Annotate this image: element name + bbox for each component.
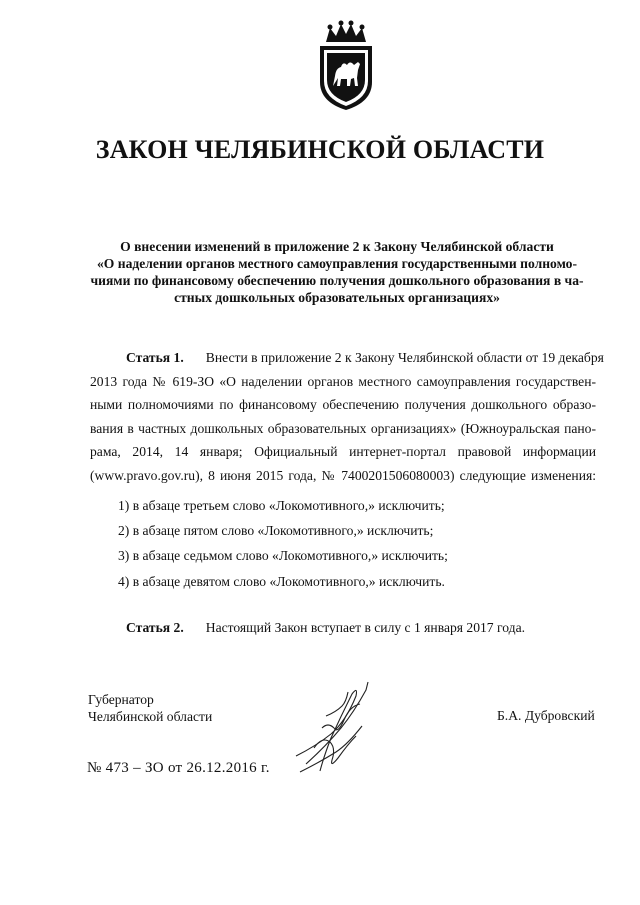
governor-title: [88, 691, 212, 725]
amendment-item: 4) в абзаце девятом слово «Локомотивного,» исключить.: [118, 573, 445, 589]
subtitle-line: О внесении изменений в приложение 2 к Закону Челябинской области: [120, 239, 554, 254]
subtitle-line: чиями по финансовому обеспечению получения дошкольного образования в ча-: [90, 273, 584, 288]
governor-title-line: Губернатор: [88, 692, 154, 707]
article-1-line: 2013 года № 619-ЗО «О наделении органов местного самоуправления государствен-: [90, 373, 596, 389]
article-2-text: Настоящий Закон вступает в силу с 1 января 2017 года.: [205, 620, 525, 635]
subtitle-line: стных дошкольных образовательных организациях»: [174, 290, 500, 305]
article-1-line: [90, 346, 604, 370]
amendment-item: 1) в абзаце третьем слово «Локомотивного,» исключить;: [118, 498, 445, 513]
article-2: [90, 616, 596, 640]
article-1-label: Статья 1.: [126, 350, 184, 365]
governor-name: Б.А. Дубровский: [497, 708, 595, 723]
article-1-line: (www.pravo.gov.ru), 8 июня 2015 года, № 7400201506080003) следующие изменения:: [90, 467, 596, 483]
amendment-item: 2) в абзаце пятом слово «Локомотивного,» исключить;: [118, 523, 434, 539]
article-1-line: ными полномочиями по финансовому обеспечению получения дошкольного образо-: [90, 397, 596, 413]
article-1-text: Внести в приложение 2 к Закону Челябинской области от 19 декабря: [205, 350, 604, 365]
law-number: № 473 – ЗО от 26.12.2016 г.: [87, 760, 270, 776]
subtitle-line: «О наделении органов местного самоуправления государственными полномо-: [97, 256, 577, 271]
governor-title-line: Челябинской области: [88, 709, 213, 724]
signature-image: [286, 676, 386, 786]
document-title: ЗАКОН ЧЕЛЯБИНСКОЙ ОБЛАСТИ: [95, 135, 545, 164]
amendment-list: [90, 493, 596, 594]
article-2-label: Статья 2.: [126, 620, 184, 635]
article-1: [90, 346, 604, 488]
amendment-item: 3) в абзаце седьмом слово «Локомотивного,» исключить;: [118, 548, 448, 564]
article-1-line: вания в частных дошкольных образовательных организациях» (Южноуральская пано-: [90, 420, 596, 436]
article-2-line: [90, 616, 596, 640]
article-1-line: рама, 2014, 14 января; Официальный интернет-портал правовой информации: [90, 444, 596, 460]
coat-of-arms-emblem: [314, 20, 378, 112]
document-subtitle: [82, 238, 592, 306]
